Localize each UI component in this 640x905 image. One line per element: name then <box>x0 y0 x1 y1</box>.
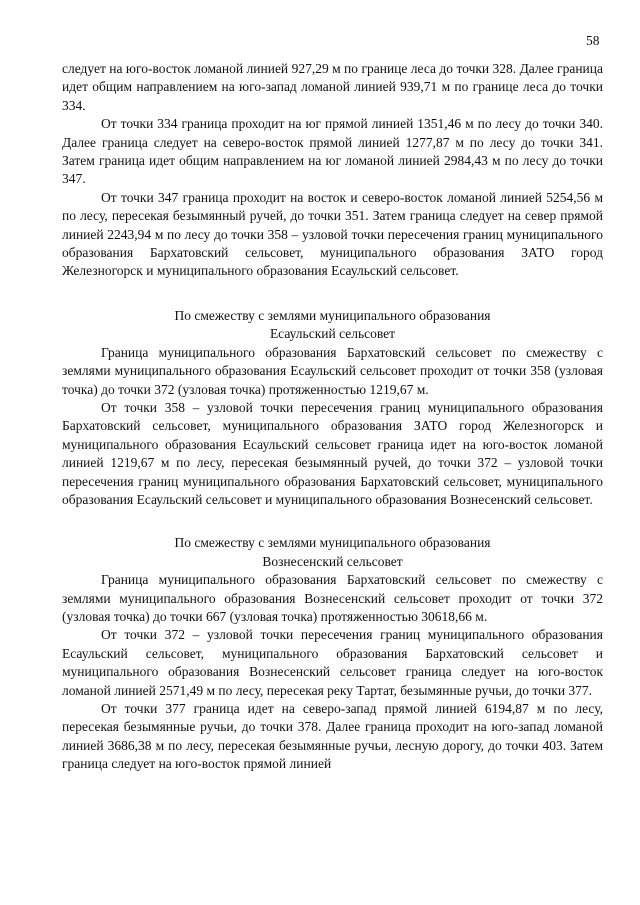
page-number: 58 <box>586 33 600 48</box>
paragraph-continuation: следует на юго-восток ломаной линией 927,29 м по границе леса до точки 328. Далее граница идет общим направлением на юго-запад ломаной линией 939,71 м по границе леса до точки 334. <box>62 61 603 113</box>
section-heading-line: По смежеству с землями муниципального образования <box>174 307 491 323</box>
paragraph-esaulsky-summary: Граница муниципального образования Бархатовский сельсовет по смежеству с землями муниципального образования Есаульский сельсовет проходит от точки 358 (узловая точка) до точки 372 (узловая точка) протяженностью 1219,67 м. <box>62 344 603 397</box>
paragraph-point-347: От точки 347 граница проходит на восток и северо-восток ломаной линией 5254,56 м по лесу, пересекая безымянный ручей, до точки 351. Затем граница следует на север прямой линией 2243,94 м по лесу до точки 358 – узловой точки пересечения границ муниципального образования Бархатовский сельсовет, муниципального образования ЗАТО город Железногорск и муниципального образования Есаульский сельсовет. <box>62 189 603 279</box>
paragraph-esaulsky-detail: От точки 358 – узловой точки пересечения границ муниципального образования Бархатовский сельсовет, муниципального образования ЗАТО город Железногорск и муниципального образования Есаульский сельсовет граница идет на юго-восток ломаной линией 1219,67 м по лесу, пересекая безымянный ручей, до точки 372 – узловой точки пересечения границ муниципального образования Бархатовский сельсовет, муниципального образования Есаульский сельсовет и муниципального образования Вознесенский сельсовет. <box>62 399 603 507</box>
section-heading-line: Есаульский сельсовет <box>269 326 396 342</box>
section-heading-voznesensky <box>62 534 603 571</box>
document-body <box>62 60 603 774</box>
paragraph-voznesensky-point-372: От точки 372 – узловой точки пересечения границ муниципального образования Есаульский сельсовет, муниципального образования Бархатовский сельсовет и муниципального образования Вознесенский сельсовет граница следует на юго-восток ломаной линией 2571,49 м по лесу, пересекая реку Тартат, безымянные ручьи, до точки 377. <box>62 627 603 698</box>
section-heading-line: По смежеству с землями муниципального образования <box>174 535 491 551</box>
paragraph-point-334: От точки 334 граница проходит на юг прямой линией 1351,46 м по лесу до точки 340. Далее граница следует на северо-восток прямой линией 1277,87 м по лесу до точки 341. Затем граница идет общим направлением на юг ломаной линией 2984,43 м по лесу до точки 347. <box>62 116 603 187</box>
section-heading-esaulsky <box>62 307 603 344</box>
section-heading-line: Вознесенский сельсовет <box>262 553 403 569</box>
paragraph-voznesensky-summary: Граница муниципального образования Бархатовский сельсовет по смежеству с землями муниципального образования Вознесенский сельсовет проходит от точки 372 (узловая точка) до точки 667 (узловая точка) протяженностью 30618,66 м. <box>62 572 603 624</box>
paragraph-voznesensky-point-377: От точки 377 граница идет на северо-запад прямой линией 6194,87 м по лесу, пересекая безымянные ручьи, до точки 378. Далее граница проходит на юго-запад ломаной линией 3686,38 м по лесу, пересекая безымянные ручьи, лесную дорогу, до точки 403. Затем граница следует на юго-восток прямой линией <box>62 701 603 772</box>
